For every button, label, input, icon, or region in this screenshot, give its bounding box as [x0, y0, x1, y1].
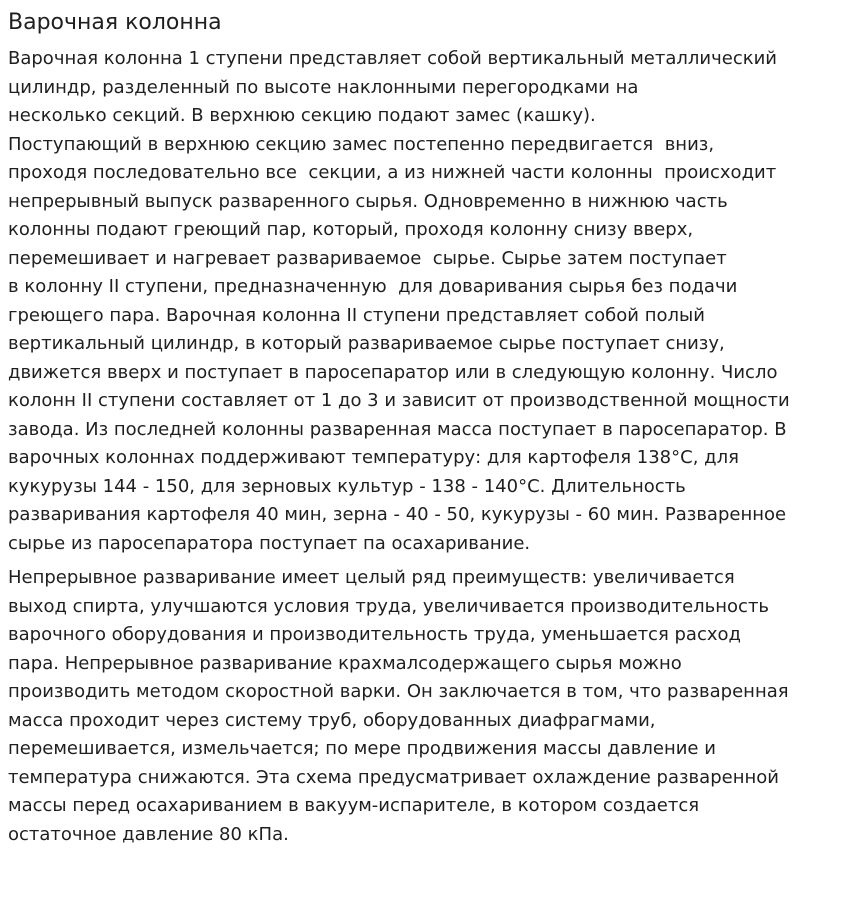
text-line: масса проходит через систему труб, оборудованных диафрагмами,: [8, 709, 656, 731]
text-line: кукурузы 144 - 150, для зерновых культур - 138 - 140°С. Длительность: [8, 475, 686, 497]
text-line: Непрерывное разваривание имеет целый ряд преимуществ: увеличивается: [8, 567, 735, 588]
document-body: [8, 45, 839, 849]
text-line: пара. Непрерывное разваривание крахмалсодержащего сырья можно: [8, 652, 682, 674]
text-line: варочных колоннах поддерживают температуру: для картофеля 138°С, для: [8, 447, 739, 468]
text-line: непрерывный выпуск разваренного сырья. Одновременно в нижнюю часть: [8, 190, 728, 212]
text-line: выход спирта, улучшаются условия труда, увеличивается производительность: [8, 595, 770, 617]
text-line: проходя последовательно все секции, а из нижней части колонны происходит: [8, 162, 777, 183]
text-line: колонн II ступени составляет от 1 до 3 и зависит от производственной мощности: [8, 390, 790, 411]
text-line: варочного оборудования и производительность труда, уменьшается расход: [8, 624, 741, 645]
text-line: цилиндр, разделенный по высоте наклонными перегородками на: [8, 76, 639, 98]
text-line: в колонну II ступени, предназначенную для доваривания сырья без подачи: [8, 276, 738, 297]
text-line: колонны подают греющий пар, который, проходя колонну снизу вверх,: [8, 219, 694, 240]
text-line: перемешивает и нагревает развариваемое сырье. Сырье затем поступает: [8, 247, 727, 269]
text-line: температура снижаются. Эта схема предусматривает охлаждение разваренной: [8, 766, 779, 788]
text-line: массы перед осахариванием в вакуум-испарителе, в котором создается: [8, 795, 700, 816]
text-line: греющего пара. Варочная колонна II ступени представляет собой полый: [8, 304, 705, 326]
text-line: Варочная колонна 1 ступени представляет собой вертикальный металлический: [8, 48, 777, 69]
text-line: несколько секций. В верхнюю секцию подают замес (кашку).: [8, 105, 596, 126]
text-line: вертикальный цилиндр, в который развариваемое сырье поступает снизу,: [8, 333, 725, 354]
text-line: остаточное давление 80 кПа.: [8, 823, 289, 845]
text-line: Поступающий в верхнюю секцию замес постепенно передвигается вниз,: [8, 133, 715, 155]
text-line: сырье из паросепаратора поступает па осахаривание.: [8, 532, 531, 554]
text-line: перемешивается, измельчается; по мере продвижения массы давление и: [8, 738, 716, 759]
page-title: Варочная колонна: [8, 10, 222, 35]
paragraph-2: [8, 564, 839, 849]
text-line: движется вверх и поступает в паросепаратор или в следующую колонну. Число: [8, 361, 778, 383]
text-line: завода. Из последней колонны разваренная масса поступает в паросепаратор. В: [8, 418, 787, 440]
text-line: разваривания картофеля 40 мин, зерна - 40 - 50, кукурузы - 60 мин. Разваренное: [8, 504, 787, 525]
text-line: производить методом скоростной варки. Он заключается в том, что разваренная: [8, 681, 789, 702]
paragraph-1: [8, 45, 839, 558]
